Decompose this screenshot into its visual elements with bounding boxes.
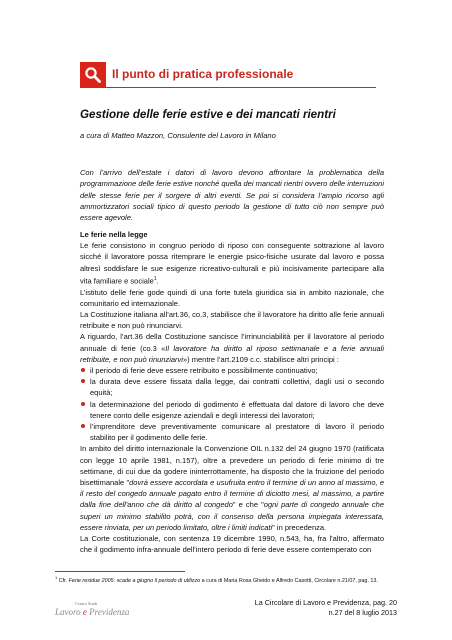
footnote: $^1$ Cfr. Ferie residue 2005: scade a giugno il periodo di utilizzo a cura di Maria Rosa Gheido e Alfredo Casotti, Circolare n.21/07, pag. 13. bbox=[55, 575, 378, 584]
paragraph-corte-costituzionale: La Corte costituzionale, con sentenza 19 dicembre 1990, n.543, ha, fra l'altro, affermato che il godimento infra-annuale dell'intero periodo di ferie deve essere contemperato con bbox=[80, 533, 384, 555]
article-author: a cura di Matteo Mazzon, Consulente del Lavoro in Milano bbox=[80, 131, 276, 140]
publisher-logo: Centro Studi Lavoro e Previdenza bbox=[55, 601, 130, 617]
bullet-icon bbox=[81, 379, 85, 383]
section-title: Il punto di pratica professionale bbox=[112, 67, 294, 81]
bullet-icon bbox=[81, 424, 85, 428]
list-item: la durata deve essere fissata dalla legge, dai contratti collettivi, dagli usi o secondo equità; bbox=[80, 376, 384, 398]
section-banner bbox=[80, 62, 370, 88]
principles-list bbox=[80, 365, 384, 443]
bullet-icon bbox=[81, 368, 85, 372]
list-item: il periodo di ferie deve essere retribuito e possibilmente continuativo; bbox=[80, 365, 384, 376]
article-body bbox=[80, 229, 384, 555]
list-item: la determinazione del periodo di godimento è effettuata dal datore di lavoro che deve tenere conto delle esigenze aziendali e degli interessi dei lavoratori; bbox=[80, 399, 384, 421]
paragraph-costituzione: La Costituzione italiana all’art.36, co.3, stabilisce che il lavoratore ha diritto alle ferie annuali retribuite e non può rinunciarvi. bbox=[80, 309, 384, 331]
bullet-icon bbox=[81, 402, 85, 406]
footnote-divider bbox=[55, 571, 185, 572]
paragraph-oil: In ambito del diritto internazionale la Convenzione OIL n.132 del 24 giugno 1970 (ratificata con legge 10 aprile 1981, n.157), oltre a prevedere un periodo di ferie minimo di tre settimane, di cui due da godere ininterrottamente, ha disposto che la fruizione del periodo bisettimanale "dovrà essere accordata e usufruita entro il termine di un anno al massimo, e il resto del congedo annuale pagato entro il termine di diciotto mesi, al massimo, a partire dalla fine dell'anno che dà diritto al congedo" e che "ogni parte di congedo annuale che superi un minimo stabilito potrà, con il consenso della persona impiegata interessata, essere rinviata, per un periodo limitato, oltre i limiti indicati" in precedenza. bbox=[80, 444, 385, 532]
article-title: Gestione delle ferie estive e dei mancati rientri bbox=[80, 108, 336, 121]
paragraph-ferie-definition: Le ferie consistono in congruo periodo di riposo con conseguente sottrazione al lavoro sicché il lavoratore possa ritemprare le energie psico-fisiche usurate dal lavoro e possa altresì soddisfare le sue esigenze ricreativo-culturali e più incisivamente partecipare alla vita familiare e sociale$^1$. bbox=[80, 241, 384, 286]
article-intro: Con l’arrivo dell’estate i datori di lavoro devono affrontare la problematica della programmazione delle ferie estive nonché quella dei mancati rientri ovvero delle interruzioni delle stesse ferie per il sorgere di altri eventi. Se poi si considera l’ampio ricorso agli ammortizzatori sociali tipico di questo periodo la gestione di tutto ciò non sempre può essere agevole. bbox=[80, 168, 384, 223]
footnote-ref: 1 bbox=[153, 275, 157, 282]
paragraph-art36: A riguardo, l’art.36 della Costituzione sancisce l’irrinunciabilità per il lavoratore al periodo annuale di ferie (co.3 «Il lavoratore ha diritto al riposo settimanale e a ferie annuali retribuite, e non può rinunziarvi») mentre l’art.2109 c.c. stabilisce altri principi : bbox=[80, 332, 385, 364]
magnifier-icon bbox=[80, 62, 106, 88]
section-heading: Le ferie nella legge bbox=[80, 230, 148, 239]
list-item: l’imprenditore deve preventivamente comunicare al prestatore di lavoro il periodo stabilito per il godimento delle ferie. bbox=[80, 421, 384, 443]
issue-date: n.27 del 8 luglio 2013 bbox=[328, 608, 397, 617]
paragraph-tutela: L’istituto delle ferie gode quindi di una forte tutela giuridica sia in ambito nazionale, che comunitario ed internazionale. bbox=[80, 287, 384, 308]
page-footer bbox=[255, 598, 397, 618]
banner-divider bbox=[106, 87, 376, 88]
publication-page: La Circolare di Lavoro e Previdenza, pag. 20 bbox=[254, 598, 397, 607]
